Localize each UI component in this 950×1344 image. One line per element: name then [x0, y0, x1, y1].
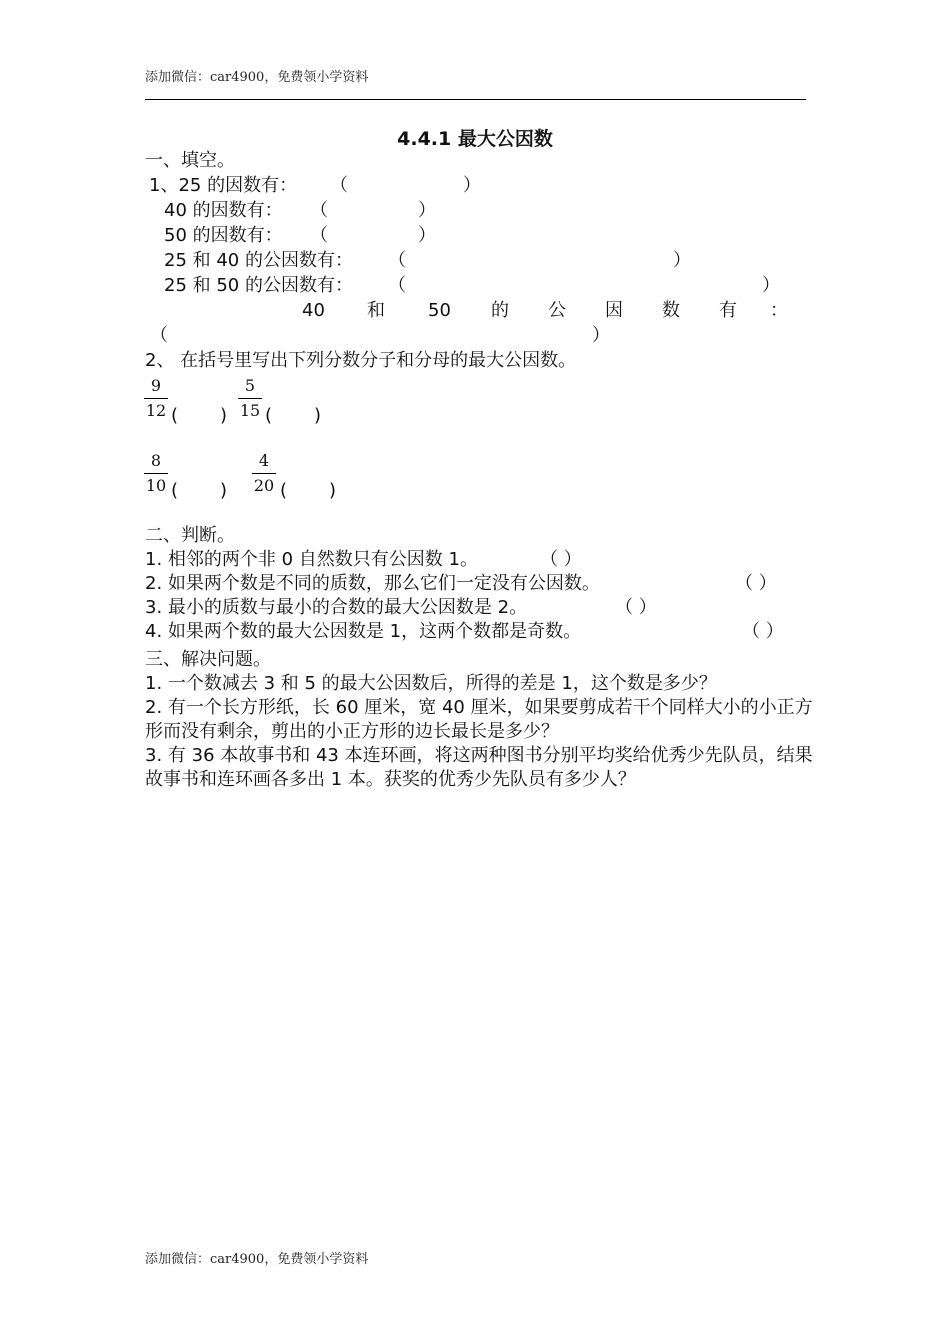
fraction-numerator: 4 [258, 451, 270, 470]
fraction-answer-open: ( [171, 480, 179, 501]
fraction-answer-open: ( [171, 405, 179, 426]
fraction-denominator: 15 [239, 401, 261, 420]
fraction-4-20 [249, 451, 279, 496]
q1-line-6-word: 因 [605, 300, 623, 321]
fraction-8-10 [141, 451, 171, 496]
fraction-denominator: 12 [145, 401, 167, 420]
q1-line-2: 40 的因数有： [164, 200, 283, 221]
fraction-answer-close: ) [314, 405, 322, 426]
fraction-5-15 [235, 376, 265, 421]
q1-line-2-open: （ [310, 200, 328, 221]
q1-line-1: 1、25 的因数有： [149, 175, 298, 196]
fraction-bar [238, 398, 262, 399]
q1-line-5-open: （ [388, 275, 406, 296]
fraction-denominator: 10 [145, 476, 167, 495]
q1-line-6-word: 数 [662, 300, 680, 321]
q1-line-6-word: 40 [302, 300, 325, 321]
judge-item-1: 1. 相邻的两个非 0 自然数只有公因数 1。 [145, 549, 478, 570]
q1-line-4: 25 和 40 的公因数有： [164, 250, 353, 271]
q1-line-6-word: 的 [491, 300, 509, 321]
q1-line-6-word: ： [770, 300, 788, 321]
judge-item-1-bracket: （ ） [540, 549, 582, 570]
q1-line-5: 25 和 50 的公因数有： [164, 275, 353, 296]
page-title: 4.4.1 最大公因数 [397, 128, 553, 150]
fraction-answer-close: ) [329, 480, 337, 501]
q1-line-3: 50 的因数有： [164, 225, 283, 246]
q1-line-1-open: （ [330, 175, 348, 196]
q1-line-4-open: （ [388, 250, 406, 271]
q2-instruction: 2、 在括号里写出下列分数分子和分母的最大公因数。 [145, 350, 577, 371]
q1-line-5-close: ） [762, 275, 780, 296]
fraction-answer-open: ( [280, 480, 288, 501]
q1-line-6-close: ） [592, 325, 610, 346]
fraction-answer-open: ( [265, 405, 273, 426]
fraction-bar [144, 473, 168, 474]
header-note: 添加微信：car4900，免费领小学资料 [145, 70, 369, 85]
q1-line-6-word: 有 [719, 300, 737, 321]
section1-heading: 一、填空。 [145, 150, 235, 171]
q1-line-2-close: ） [418, 200, 436, 221]
fraction-numerator: 8 [150, 451, 162, 470]
header-rule [145, 99, 806, 100]
judge-item-3-bracket: （ ） [615, 597, 657, 618]
q1-line-4-close: ） [673, 250, 691, 271]
problem-3: 3. 有 36 本故事书和 43 本连环画，将这两种图书分别平均奖给优秀少先队员，结果故事书和连环画各多出 1 本。获奖的优秀少先队员有多少人？ [145, 745, 813, 790]
judge-item-4: 4. 如果两个数的最大公因数是 1，这两个数都是奇数。 [145, 621, 582, 642]
q1-line-6-word: 50 [428, 300, 451, 321]
section3-heading: 三、解决问题。 [145, 649, 271, 670]
q1-line-1-close: ） [463, 175, 481, 196]
q1-line-6-word: 和 [367, 300, 385, 321]
footer-note: 添加微信：car4900，免费领小学资料 [145, 1252, 369, 1267]
q1-line-6-open: （ [150, 325, 168, 346]
section2-heading: 二、判断。 [145, 525, 235, 546]
fraction-bar [252, 473, 276, 474]
fraction-numerator: 9 [150, 376, 162, 395]
fraction-9-12 [141, 376, 171, 421]
q1-line-6-word: 公 [548, 300, 566, 321]
judge-item-3: 3. 最小的质数与最小的合数的最大公因数是 2。 [145, 597, 528, 618]
judge-item-2: 2. 如果两个数是不同的质数，那么它们一定没有公因数。 [145, 573, 600, 594]
problem-1: 1. 一个数减去 3 和 5 的最大公因数后，所得的差是 1，这个数是多少？ [145, 673, 717, 694]
fraction-bar [144, 398, 168, 399]
fraction-numerator: 5 [244, 376, 256, 395]
fraction-answer-close: ) [220, 480, 228, 501]
fraction-answer-close: ) [220, 405, 228, 426]
fraction-denominator: 20 [253, 476, 275, 495]
q1-line-3-close: ） [418, 225, 436, 246]
problem-2: 2. 有一个长方形纸，长 60 厘米，宽 40 厘米，如果要剪成若干个同样大小的小正方形而没有剩余，剪出的小正方形的边长最长是多少？ [145, 697, 813, 742]
q1-line-3-open: （ [310, 225, 328, 246]
judge-item-4-bracket: （ ） [742, 621, 784, 642]
judge-item-2-bracket: （ ） [735, 573, 777, 594]
